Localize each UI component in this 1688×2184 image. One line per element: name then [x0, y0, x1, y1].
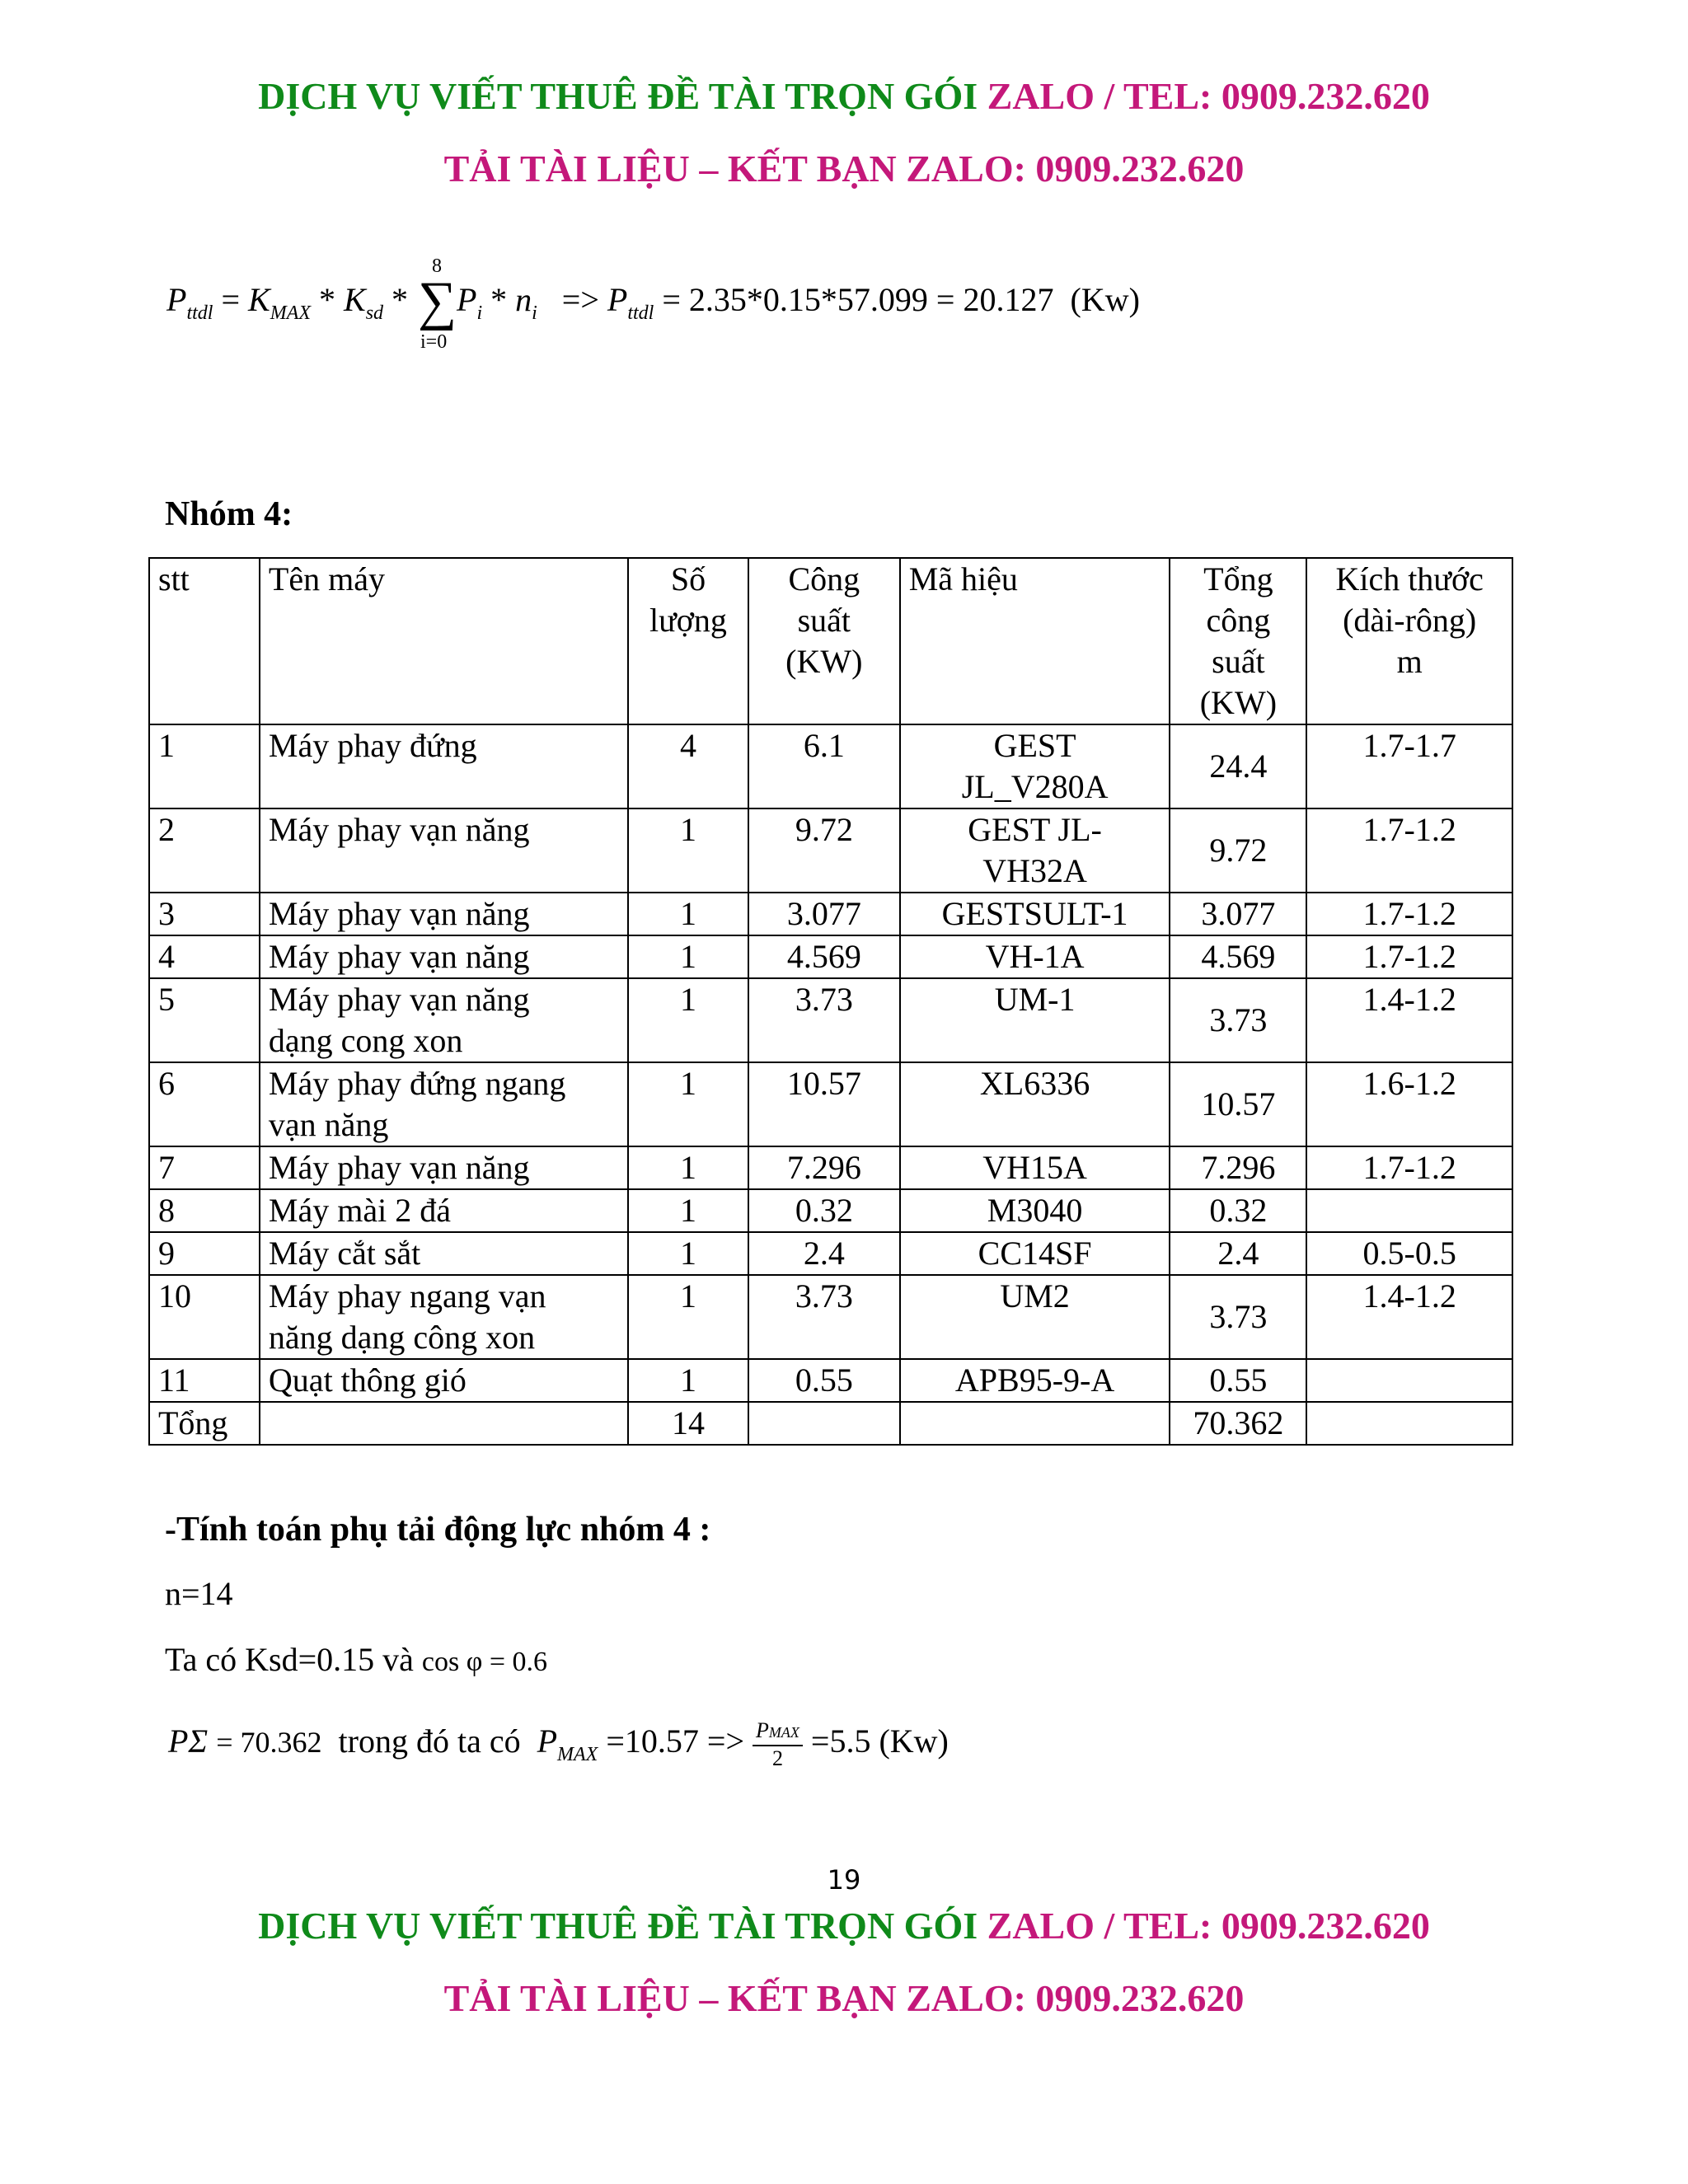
table-cell	[748, 893, 900, 935]
cell-size: 1.7-1.2	[1362, 1149, 1456, 1186]
table-cell	[748, 978, 900, 1062]
cell-name-line2: năng dạng công xon	[268, 1319, 536, 1356]
frac-denominator: 2	[771, 1746, 783, 1770]
frac-num-symbol: P	[756, 1718, 769, 1742]
table-cell	[628, 1062, 748, 1146]
formula-lhs-sub: ttdl	[186, 302, 213, 324]
cell-power: 10.57	[786, 1065, 861, 1102]
cell-name: Máy phay đứng ngang	[268, 1065, 566, 1102]
cell-total: 3.73	[1209, 1298, 1268, 1335]
cell-power: 2.4	[803, 1235, 845, 1272]
table-cell	[149, 935, 260, 978]
table-row	[149, 808, 1512, 893]
table-cell	[900, 724, 1170, 808]
cell-total: 0.55	[1209, 1361, 1268, 1399]
table-cell	[260, 893, 628, 935]
table-cell	[628, 1189, 748, 1232]
cell-qty: 1	[679, 981, 696, 1018]
header-power: Công suất (KW)	[748, 558, 900, 724]
cell-total: 2.4	[1217, 1235, 1259, 1272]
table-cell	[748, 1062, 900, 1146]
cell-size: 1.4-1.2	[1362, 981, 1456, 1018]
cell-total: 9.72	[1209, 832, 1268, 869]
table-cell	[260, 1232, 628, 1275]
cell-code-line2: VH32A	[982, 852, 1087, 889]
cell-code: CC14SF	[978, 1235, 1092, 1272]
cell-total: 7.296	[1201, 1149, 1276, 1186]
cell-code: VH15A	[982, 1149, 1087, 1186]
table-header-row	[149, 558, 1512, 724]
cell-power: 6.1	[803, 727, 845, 764]
machine-table	[148, 557, 1513, 1446]
table-cell	[1306, 1189, 1512, 1232]
table-cell	[260, 1062, 628, 1146]
table-cell	[149, 808, 260, 893]
pmax-value: =10.57	[606, 1722, 699, 1760]
cell-name: Máy phay vạn năng	[268, 895, 530, 932]
cell-name: Máy cắt sắt	[268, 1235, 421, 1272]
banner-service-text: DỊCH VỤ VIẾT THUÊ ĐỀ TÀI TRỌN GÓI	[258, 1905, 978, 1947]
table-cell	[748, 724, 900, 808]
formula-ni-sub: i	[532, 302, 537, 324]
cell-qty: 1	[679, 895, 696, 932]
table-cell	[900, 1402, 1170, 1445]
cell-code: APB95-9-A	[954, 1361, 1115, 1399]
calc-title: -Tính toán phụ tải động lực nhóm 4 :	[165, 1511, 711, 1549]
table-cell	[1170, 1275, 1306, 1359]
cell-size: 1.7-1.2	[1362, 895, 1456, 932]
table-cell	[900, 1146, 1170, 1189]
table-cell	[748, 1402, 900, 1445]
cell-stt: 9	[158, 1235, 175, 1272]
cell-code: GEST	[993, 727, 1076, 764]
header-code: Mã hiệu	[900, 558, 1170, 724]
header-size: Kích thước (dài-rông) m	[1306, 558, 1512, 724]
cell-total: 24.4	[1209, 748, 1268, 785]
banner-service-text: DỊCH VỤ VIẾT THUÊ ĐỀ TÀI TRỌN GÓI	[258, 75, 978, 117]
cell-name: Máy phay vạn năng	[268, 811, 530, 848]
table-cell	[748, 1232, 900, 1275]
cell-name: Máy phay vạn năng	[268, 938, 530, 975]
total-label: Tổng	[149, 1402, 260, 1445]
table-cell	[628, 893, 748, 935]
calc-cos-expression: cos φ = 0.6	[421, 1647, 548, 1677]
cell-code: UM2	[1000, 1277, 1070, 1315]
header-name: Tên máy	[260, 558, 628, 724]
cell-qty: 1	[679, 1065, 696, 1102]
frac-num-sub: MAX	[768, 1724, 799, 1741]
formula-ksd-sub: sd	[365, 302, 384, 324]
bottom-banner-line1	[0, 1904, 1688, 1947]
table-cell	[1306, 1146, 1512, 1189]
table-cell	[149, 1232, 260, 1275]
cell-total: 3.077	[1201, 895, 1276, 932]
pmax-half-fraction	[753, 1718, 803, 1771]
header-stt: stt	[149, 558, 260, 724]
cell-total: 3.73	[1209, 1001, 1268, 1038]
header-total: Tổng công suất (KW)	[1170, 558, 1306, 724]
table-cell	[628, 1146, 748, 1189]
cell-stt: 3	[158, 895, 175, 932]
cell-name: Máy phay vạn năng	[268, 1149, 530, 1186]
cell-total: 0.32	[1209, 1192, 1268, 1229]
table-cell	[149, 1062, 260, 1146]
table-cell	[1170, 893, 1306, 935]
formula-lhs-symbol: P	[166, 281, 187, 318]
table-cell	[149, 1275, 260, 1359]
table-cell	[748, 808, 900, 893]
formula-kmax-sub: MAX	[270, 302, 312, 324]
table-cell	[900, 935, 1170, 978]
cell-qty: 1	[679, 1361, 696, 1399]
table-cell	[260, 1359, 628, 1402]
cell-total: 4.569	[1201, 938, 1276, 975]
cell-name-line2: vạn năng	[268, 1106, 389, 1143]
calc-psum-line	[168, 1718, 949, 1771]
table-row	[149, 935, 1512, 978]
cell-power: 0.32	[795, 1192, 853, 1229]
cell-name: Quạt thông gió	[268, 1361, 467, 1399]
table-row	[149, 1146, 1512, 1189]
top-banner-line1	[0, 74, 1688, 118]
psum-value: = 70.362	[216, 1726, 322, 1760]
table-cell	[628, 1359, 748, 1402]
cell-stt: 6	[158, 1065, 175, 1102]
table-cell	[900, 1359, 1170, 1402]
table-cell	[748, 935, 900, 978]
formula-star: *	[319, 281, 336, 318]
formula-implies: =>	[561, 281, 599, 318]
cell-qty: 4	[679, 727, 696, 764]
table-cell	[260, 1402, 628, 1445]
cell-qty: 1	[679, 938, 696, 975]
banner-tel-text: / TEL: 0909.232.620	[1104, 75, 1430, 117]
table-cell	[260, 808, 628, 893]
cell-name: Máy phay ngang vạn	[268, 1277, 546, 1315]
table-row	[149, 1189, 1512, 1232]
cell-size: 1.7-1.2	[1362, 938, 1456, 975]
table-row	[149, 978, 1512, 1062]
sigma-upper-limit: 8	[432, 255, 442, 277]
header-qty: Số lượng	[628, 558, 748, 724]
table-cell	[1306, 1402, 1512, 1445]
table-cell	[748, 1189, 900, 1232]
table-cell	[900, 808, 1170, 893]
table-cell	[260, 724, 628, 808]
sigma-lower-limit: i=0	[420, 331, 448, 353]
cell-code: XL6336	[979, 1065, 1090, 1102]
cell-name: Máy mài 2 đá	[268, 1192, 451, 1229]
table-cell	[260, 978, 628, 1062]
table-cell	[149, 1146, 260, 1189]
cell-stt: 7	[158, 1149, 175, 1186]
table-cell	[1306, 808, 1512, 893]
bottom-banner-line2: TẢI TÀI LIỆU – KẾT BẠN ZALO: 0909.232.620	[443, 1977, 1245, 2019]
cell-power: 9.72	[795, 811, 853, 848]
calc-ksd-text: Ta có Ksd=0.15 và	[165, 1641, 414, 1678]
table-cell	[900, 1189, 1170, 1232]
cell-size: 1.7-1.7	[1362, 727, 1456, 764]
cell-code: UM-1	[994, 981, 1076, 1018]
cell-power: 3.73	[795, 1277, 853, 1315]
table-cell	[1170, 935, 1306, 978]
formula-pi: P	[457, 281, 477, 318]
table-cell	[1306, 978, 1512, 1062]
formula-rhs-expression: = 2.35*0.15*57.099 = 20.127	[662, 281, 1054, 318]
table-cell	[260, 1146, 628, 1189]
formula-star: *	[392, 281, 409, 318]
table-cell	[628, 978, 748, 1062]
sigma-symbol: ∑	[418, 271, 457, 331]
cell-power: 7.296	[786, 1149, 861, 1186]
cell-power: 0.55	[795, 1361, 853, 1399]
formula-star: *	[490, 281, 508, 318]
pmax-half-result: =5.5 (Kw)	[810, 1722, 949, 1760]
psum-mid-text: trong đó ta có	[338, 1722, 521, 1760]
cell-stt: 2	[158, 811, 175, 848]
cell-size: 1.4-1.2	[1362, 1277, 1456, 1315]
table-cell	[1170, 724, 1306, 808]
cell-code: M3040	[987, 1192, 1083, 1229]
formula-ni: n	[515, 281, 532, 318]
group-heading: Nhóm 4:	[165, 495, 293, 533]
table-cell	[1306, 1232, 1512, 1275]
table-cell	[1170, 1146, 1306, 1189]
formula-rhs-symbol: P	[607, 281, 628, 318]
table-cell	[149, 893, 260, 935]
page-number: 19	[827, 1864, 861, 1896]
calc-ksd-line	[165, 1640, 547, 1679]
cell-qty: 1	[679, 1149, 696, 1186]
top-banner-line2: TẢI TÀI LIỆU – KẾT BẠN ZALO: 0909.232.620	[443, 148, 1245, 190]
total-power: 70.362	[1170, 1402, 1306, 1445]
cell-code: GESTSULT-1	[941, 895, 1128, 932]
cell-power: 3.077	[786, 895, 861, 932]
cell-stt: 8	[158, 1192, 175, 1229]
formula-unit: (Kw)	[1070, 281, 1140, 318]
table-cell	[900, 1062, 1170, 1146]
table-cell	[1306, 935, 1512, 978]
table-cell	[628, 808, 748, 893]
table-total-row	[149, 1402, 1512, 1445]
pmax-implies: =>	[706, 1722, 745, 1760]
formula-ksd: K	[344, 281, 366, 318]
table-row	[149, 1359, 1512, 1402]
table-cell	[900, 893, 1170, 935]
table-cell	[1170, 808, 1306, 893]
table-cell	[1306, 1062, 1512, 1146]
banner-zalo-text: ZALO	[987, 75, 1095, 117]
cell-qty: 1	[679, 1235, 696, 1272]
table-cell	[748, 1359, 900, 1402]
table-cell	[628, 1232, 748, 1275]
formula-kmax: K	[248, 281, 270, 318]
table-cell	[1170, 1232, 1306, 1275]
cell-qty: 1	[679, 1277, 696, 1315]
table-cell	[748, 1275, 900, 1359]
cell-stt: 4	[158, 938, 175, 975]
table-cell	[260, 935, 628, 978]
table-row	[149, 1275, 1512, 1359]
cell-size: 0.5-0.5	[1362, 1235, 1456, 1272]
table-cell	[1170, 1062, 1306, 1146]
table-cell	[748, 1146, 900, 1189]
table-cell	[900, 1232, 1170, 1275]
cell-stt: 10	[158, 1277, 191, 1315]
cell-size: 1.6-1.2	[1362, 1065, 1456, 1102]
cell-qty: 1	[679, 811, 696, 848]
cell-name-line2: dạng cong xon	[268, 1022, 463, 1059]
cell-name: Máy phay vạn năng	[268, 981, 530, 1018]
cell-code: GEST JL-	[968, 811, 1102, 848]
formula-pi-sub: i	[476, 302, 483, 324]
cell-code: VH-1A	[985, 938, 1085, 975]
total-qty: 14	[628, 1402, 748, 1445]
table-cell	[628, 724, 748, 808]
cell-power: 4.569	[786, 938, 861, 975]
table-row	[149, 893, 1512, 935]
table-cell	[1306, 724, 1512, 808]
table-cell	[900, 978, 1170, 1062]
cell-code-line2: JL_V280A	[961, 768, 1109, 805]
pmax-symbol: P	[537, 1722, 558, 1760]
formula-eq: =	[221, 281, 241, 318]
table-cell	[900, 1275, 1170, 1359]
table-cell	[260, 1189, 628, 1232]
pmax-sub: MAX	[557, 1744, 598, 1766]
table-cell	[149, 724, 260, 808]
cell-qty: 1	[679, 1192, 696, 1229]
table-cell	[1170, 978, 1306, 1062]
banner-tel-text: / TEL: 0909.232.620	[1104, 1905, 1430, 1947]
calc-n-line: n=14	[165, 1575, 233, 1612]
cell-total: 10.57	[1201, 1085, 1276, 1122]
formula-rhs-sub: ttdl	[627, 302, 654, 324]
table-cell	[1170, 1189, 1306, 1232]
cell-power: 3.73	[795, 981, 853, 1018]
table-cell	[1306, 893, 1512, 935]
cell-size: 1.7-1.2	[1362, 811, 1456, 848]
table-cell	[628, 1275, 748, 1359]
table-cell	[260, 1275, 628, 1359]
table-cell	[628, 935, 748, 978]
table-row	[149, 724, 1512, 808]
table-cell	[149, 1359, 260, 1402]
cell-stt: 1	[158, 727, 175, 764]
cell-stt: 5	[158, 981, 175, 1018]
banner-zalo-text: ZALO	[987, 1905, 1095, 1947]
psum-symbol: PΣ	[168, 1722, 209, 1760]
table-cell	[149, 978, 260, 1062]
table-cell	[1306, 1275, 1512, 1359]
table-cell	[149, 1189, 260, 1232]
cell-name: Máy phay đứng	[268, 727, 477, 764]
table-cell	[1306, 1359, 1512, 1402]
table-cell	[1170, 1359, 1306, 1402]
table-row	[149, 1232, 1512, 1275]
cell-stt: 11	[158, 1361, 190, 1399]
table-row	[149, 1062, 1512, 1146]
